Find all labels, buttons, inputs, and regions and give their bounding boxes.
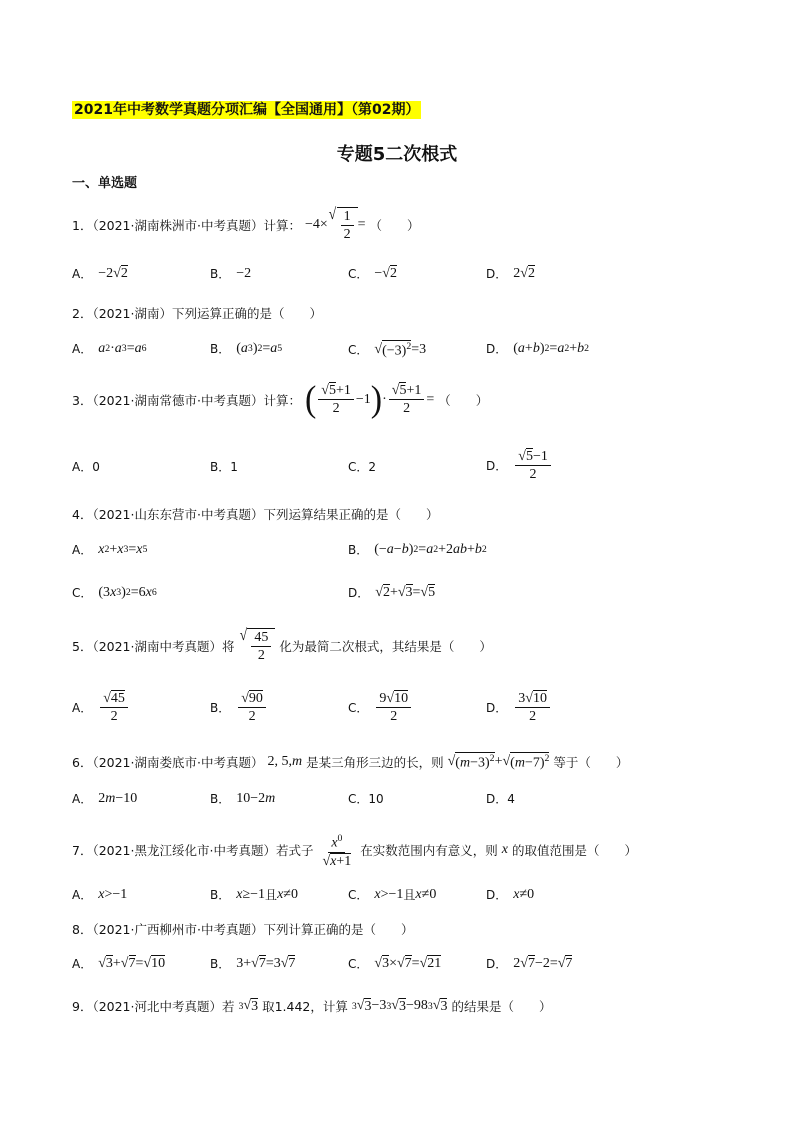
q3-option-c[interactable]: C．2 bbox=[348, 460, 377, 474]
question-5: 5．（2021·湖南中考真题）将 √ $\frac{45}{2}$ 化为最简二次根式，其结果是（ ） bbox=[72, 627, 492, 663]
q6-option-a[interactable]: A． 2 m −10 bbox=[72, 790, 138, 806]
q9-expression: 3 √ 3 −3 3 √ 3 −98 3 √ 3 bbox=[351, 998, 448, 1014]
q3-option-a[interactable]: A．0 bbox=[72, 460, 100, 474]
question-7: 7．（2021·黑龙江绥化市·中考真题）若式子 $\frac{x^0}{√x+1}$ 在实数范围内有意义，则 x 的取值范围是（ ） bbox=[72, 830, 637, 870]
question-6: 6．（2021·湖南娄底市·中考真题） 2, 5, m 是某三角形三边的长，则 √ $(m-3)^2$ +√ $(m-7)^2$ 等于（ ） bbox=[72, 753, 629, 771]
q6-expression: √ $(m-3)^2$ +√ $(m-7)^2$ bbox=[447, 753, 550, 771]
q7-option-b[interactable]: B． x ≥−1 且 x ≠0 bbox=[210, 886, 298, 902]
q1-option-c[interactable]: C． −√ 2 bbox=[348, 265, 397, 281]
series-banner: 2021年中考数学真题分项汇编【全国通用】（第02期） bbox=[74, 102, 420, 118]
q3-option-d[interactable]: D． $\frac{√5-1}{2}$ bbox=[486, 448, 553, 483]
q5-option-d[interactable]: D． $\frac{3√10}{2}$ bbox=[486, 690, 552, 725]
q8-option-c[interactable]: C． √ 3 ×√ 7 =√ 21 bbox=[348, 955, 442, 971]
question-3: 3．（2021·湖南常德市·中考真题）计算： ( $\frac{√5+1}{2}$ −1 ) · $\frac{√5+1}{2}$ = （ ） bbox=[72, 378, 489, 420]
page-title: 专题5二次根式 bbox=[336, 144, 458, 165]
q1-option-b[interactable]: B． −2 bbox=[210, 265, 252, 281]
q2-option-d[interactable]: D． ( a + b ) 2 = a 2 + b 2 bbox=[486, 340, 590, 356]
question-4: 4．（2021·山东东营市·中考真题）下列运算结果正确的是（ ） bbox=[72, 507, 439, 522]
q5-expression: √ $\frac{45}{2}$ bbox=[239, 628, 276, 664]
question-8: 8．（2021·广西柳州市·中考真题）下列计算正确的是（ ） bbox=[72, 922, 414, 937]
q5-option-c[interactable]: C． $\frac{9√10}{2}$ bbox=[348, 690, 413, 725]
question-1 bbox=[72, 207, 420, 243]
q1-tail: （ ） bbox=[369, 218, 420, 233]
q1-stem: 1．（2021·湖南株洲市·中考真题）计算： bbox=[72, 218, 301, 233]
q7-option-a[interactable]: A． x >−1 bbox=[72, 886, 128, 902]
q2-option-b[interactable]: B． ( a 3 ) 2 = a 5 bbox=[210, 340, 283, 356]
q3-expression: ( $\frac{√5+1}{2}$ −1 ) · $\frac{√5+1}{2}$ = bbox=[304, 378, 435, 420]
q1-option-a[interactable]: A． −2√ 2 bbox=[72, 265, 128, 281]
q6-option-d[interactable]: D．4 bbox=[486, 792, 515, 806]
q4-option-c[interactable]: C． (3 x 3 ) 2 =6 x 6 bbox=[72, 584, 157, 600]
q4-option-b[interactable]: B． (− a − b ) 2 = a 2 +2 ab + b 2 bbox=[348, 541, 487, 557]
q7-option-c[interactable]: C． x >−1 且 x ≠0 bbox=[348, 886, 437, 902]
q1-option-d[interactable]: D． 2√ 2 bbox=[486, 265, 535, 281]
section-heading: 一、单选题 bbox=[72, 176, 138, 191]
q3-option-b[interactable]: B．1 bbox=[210, 460, 238, 474]
q2-option-a[interactable]: A． a 2 · a 3 = a 6 bbox=[72, 340, 147, 356]
q5-option-b[interactable]: B． $\frac{√90}{2}$ bbox=[210, 690, 268, 725]
q5-option-a[interactable]: A． $\frac{√45}{2}$ bbox=[72, 690, 130, 725]
q8-option-a[interactable]: A． √ 3 +√ 7 =√ 10 bbox=[72, 955, 166, 971]
q4-option-a[interactable]: A． x 2 + x 3 = x 5 bbox=[72, 541, 148, 557]
q4-option-d[interactable]: D． √ 2 +√ 3 =√ 5 bbox=[348, 584, 436, 600]
q6-option-c[interactable]: C．10 bbox=[348, 792, 384, 806]
q8-option-d[interactable]: D． 2√ 7 −2=√ 7 bbox=[486, 955, 573, 971]
q8-option-b[interactable]: B． 3+√ 7 =3√ 7 bbox=[210, 955, 296, 971]
q6-option-b[interactable]: B． 10−2 m bbox=[210, 790, 276, 806]
question-9: 9．（2021·河北中考真题）若 3 √ 3 取1.442，计算 3 √ 3 −3 3 √ 3 −98 3 √ 3 的结果是（ ） bbox=[72, 998, 552, 1014]
question-2: 2．（2021·湖南）下列运算正确的是（ ） bbox=[72, 306, 322, 321]
q7-expression: $\frac{x^0}{√x+1}$ bbox=[317, 830, 356, 870]
q7-option-d[interactable]: D． x ≠0 bbox=[486, 886, 535, 902]
q2-option-c[interactable]: C． √ $(-3)^2$ =3 bbox=[348, 341, 427, 359]
q1-expression: −4× √ $\frac{1}{2}$ = bbox=[304, 206, 366, 242]
